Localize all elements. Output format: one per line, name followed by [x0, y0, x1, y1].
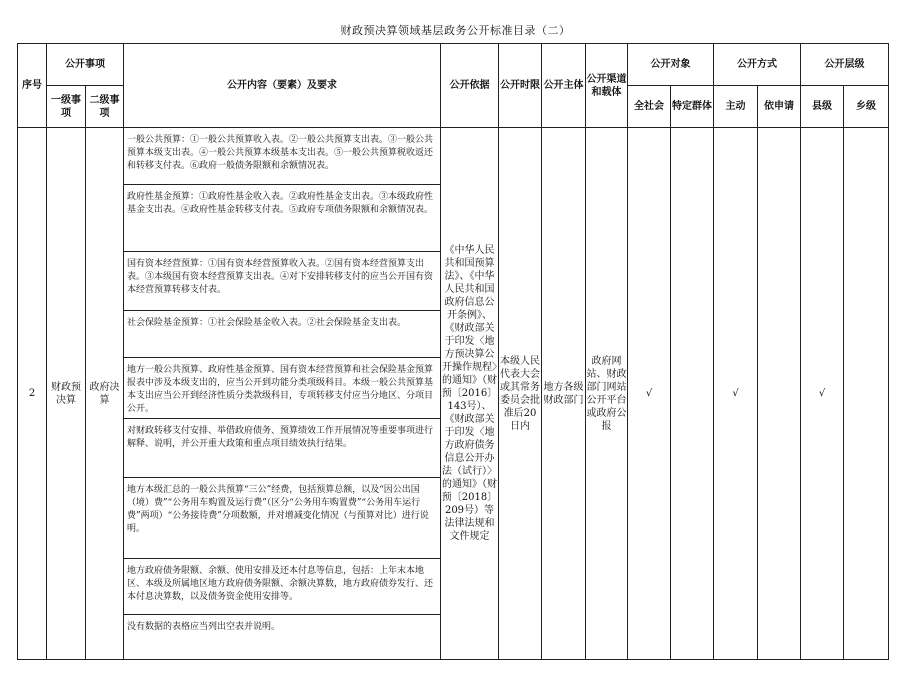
header-subject: 公开主体: [542, 44, 586, 128]
content-item-general-budget: 一般公共预算：①一般公共预算收入表。②一般公共预算支出表。③一般公共预算本级支出表。④一般公共预算本级基本支出表。⑤一般公共预算税收返还和转移支付表。⑥政府一般债务限额和余额情况表。: [124, 128, 440, 185]
header-level1: 一级事项: [47, 86, 86, 128]
standard-catalog-table: [17, 43, 889, 660]
content-item-social-insurance: 社会保险基金预算：①社会保险基金收入表。②社会保险基金支出表。: [124, 311, 440, 358]
header-matter: 公开事项: [47, 44, 124, 86]
row-content-cell: [124, 128, 441, 660]
content-item-state-capital: 国有资本经营预算：①国有资本经营预算收入表。②国有资本经营预算支出表。③本级国有资本经营预算支出表。④对下安排转移支付的应当公开国有资本经营预算转移支付表。: [124, 252, 440, 311]
header-row: [18, 44, 889, 86]
check-method-active: √: [714, 128, 758, 660]
check-method-apply: [758, 128, 801, 660]
row-channel: 政府网站、财政部门网站公开平台或政府公报: [586, 128, 628, 660]
check-level-township: [844, 128, 889, 660]
row-time-limit: 本级人民代表大会或其常务委员会批准后20日内: [499, 128, 542, 660]
check-target-all: √: [628, 128, 671, 660]
content-item-explanation: 对财政转移支付安排、举借政府债务、预算绩效工作开展情况等重要事项进行解释、说明，并公开重大政策和重点项目绩效执行结果。: [124, 419, 440, 478]
content-item-fund-budget: 政府性基金预算：①政府性基金收入表。②政府性基金支出表。③本级政府性基金支出表。④政府性基金转移支付表。⑤政府专项债务限额和余额情况表。: [124, 185, 440, 252]
content-item-three-public: 地方本级汇总的一般公共预算“三公”经费，包括预算总额，以及“因公出国（境）费”“公务用车购置及运行费”（区分“公务用车购置费”“公务用车运行费”两项）“公务接待费”分项数额，并对增减变化情况（与预算对比）进行说明。: [124, 478, 440, 559]
header-seq: 序号: [18, 44, 47, 128]
header-basis: 公开依据: [441, 44, 499, 128]
header-method-active: 主动: [714, 86, 758, 128]
row-basis: 《中华人民共和国预算法》、《中华人民共和国政府信息公开条例》、《财政部关于印发〈地方预决算公开操作规程〉的通知》（财预〔2016〕143号）、《财政部关于印发〈地方政府债务信息公开办法（试行）〉的通知》（财预〔2018〕209号）等法律法规和文件规定: [441, 128, 499, 660]
header-level2: 二级事项: [86, 86, 124, 128]
header-target-all: 全社会: [628, 86, 671, 128]
check-target-specific: [671, 128, 714, 660]
header-level-county: 县级: [801, 86, 844, 128]
header-method-apply: 依申请: [758, 86, 801, 128]
check-level-county: √: [801, 128, 844, 660]
row-seq: 2: [18, 128, 47, 660]
content-item-classification: 地方一般公共预算、政府性基金预算、国有资本经营预算和社会保险基金预算报表中涉及本级支出的，应当公开到功能分类项级科目。本级一般公共预算基本支出应当公开到经济性质分类款级科目，专项转移支付应当分地区、分项目公开。: [124, 358, 440, 419]
header-channel: 公开渠道和载体: [586, 44, 628, 128]
page-title: 财政预决算领域基层政务公开标准目录（二）: [340, 24, 571, 37]
header-target-specific: 特定群体: [671, 86, 714, 128]
header-time-limit: 公开时限: [499, 44, 542, 128]
header-method: 公开方式: [714, 44, 801, 86]
table-row: [18, 128, 889, 660]
header-content: 公开内容（要素）及要求: [124, 44, 441, 128]
content-item-empty-table: 没有数据的表格应当列出空表并说明。: [127, 622, 281, 632]
row-level1: 财政预决算: [47, 128, 86, 660]
header-level: 公开层级: [801, 44, 889, 86]
content-item-debt: 地方政府债务限额、余额、使用安排及还本付息等信息，包括：上年末本地区、本级及所属地区地方政府债务限额、余额决算数，地方政府债券发行、还本付息决算数，以及债务资金使用安排等。: [124, 559, 440, 615]
content-items: [124, 128, 440, 659]
row-level2: 政府决算: [86, 128, 124, 660]
header-target: 公开对象: [628, 44, 714, 86]
row-subject: 地方各级财政部门: [542, 128, 586, 660]
header-level-township: 乡级: [844, 86, 889, 128]
